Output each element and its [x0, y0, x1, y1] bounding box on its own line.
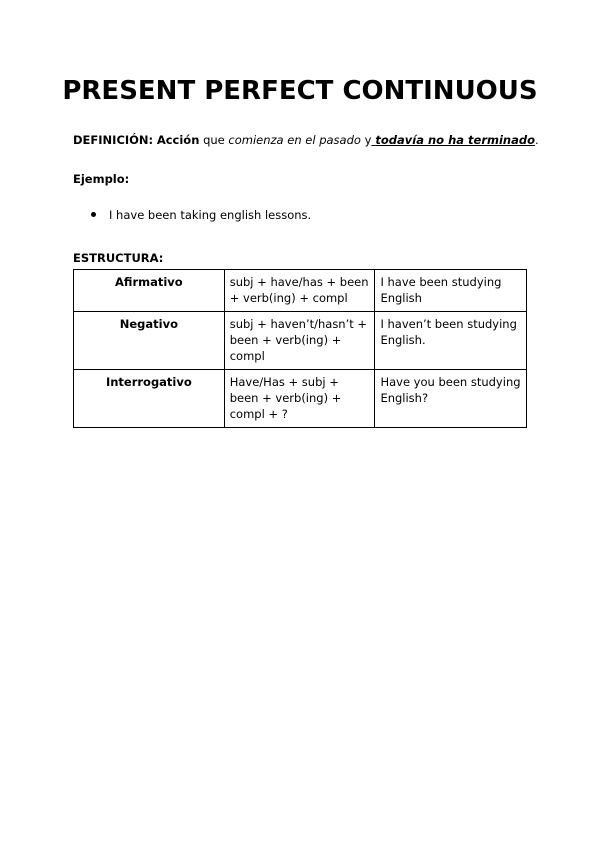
row-example-cell: I haven’t been studying English. [375, 312, 527, 370]
row-formula-cell: Have/Has + subj + been + verb(ing) + compl + ? [224, 370, 375, 428]
definition-paragraph [73, 131, 539, 149]
page-title: PRESENT PERFECT CONTINUOUS [62, 76, 538, 106]
definition-todavia-text: todavía no ha terminado [375, 133, 536, 147]
definition-todavia [371, 133, 535, 147]
row-type-cell: Negativo [74, 312, 225, 370]
row-type-cell: Interrogativo [74, 370, 225, 428]
row-type-cell: Afirmativo [74, 270, 225, 312]
definition-period: . [535, 133, 539, 147]
row-formula-cell: subj + haven’t/hasn’t + been + verb(ing) + compl [224, 312, 375, 370]
row-example-cell: Have you been studying English? [375, 370, 527, 428]
definition-y: y [364, 133, 372, 147]
definition-que: que [203, 133, 225, 147]
structure-table [73, 269, 527, 428]
definition-accion: Acción [156, 133, 200, 147]
definition-comienza: comienza en el pasado [228, 133, 361, 147]
row-example-cell: I have been studying English [375, 270, 527, 312]
table-row [74, 312, 527, 370]
row-formula-cell: subj + have/has + been + verb(ing) + compl [224, 270, 375, 312]
list-item [90, 206, 311, 224]
bullet-icon [91, 212, 96, 217]
example-text: I have been taking english lessons. [109, 208, 312, 222]
definition-label: DEFINICIÓN: [73, 133, 154, 147]
table-row [74, 270, 527, 312]
structure-label: ESTRUCTURA: [73, 251, 164, 265]
example-list [90, 206, 311, 224]
table-row [74, 370, 527, 428]
example-label: Ejemplo: [73, 172, 130, 186]
